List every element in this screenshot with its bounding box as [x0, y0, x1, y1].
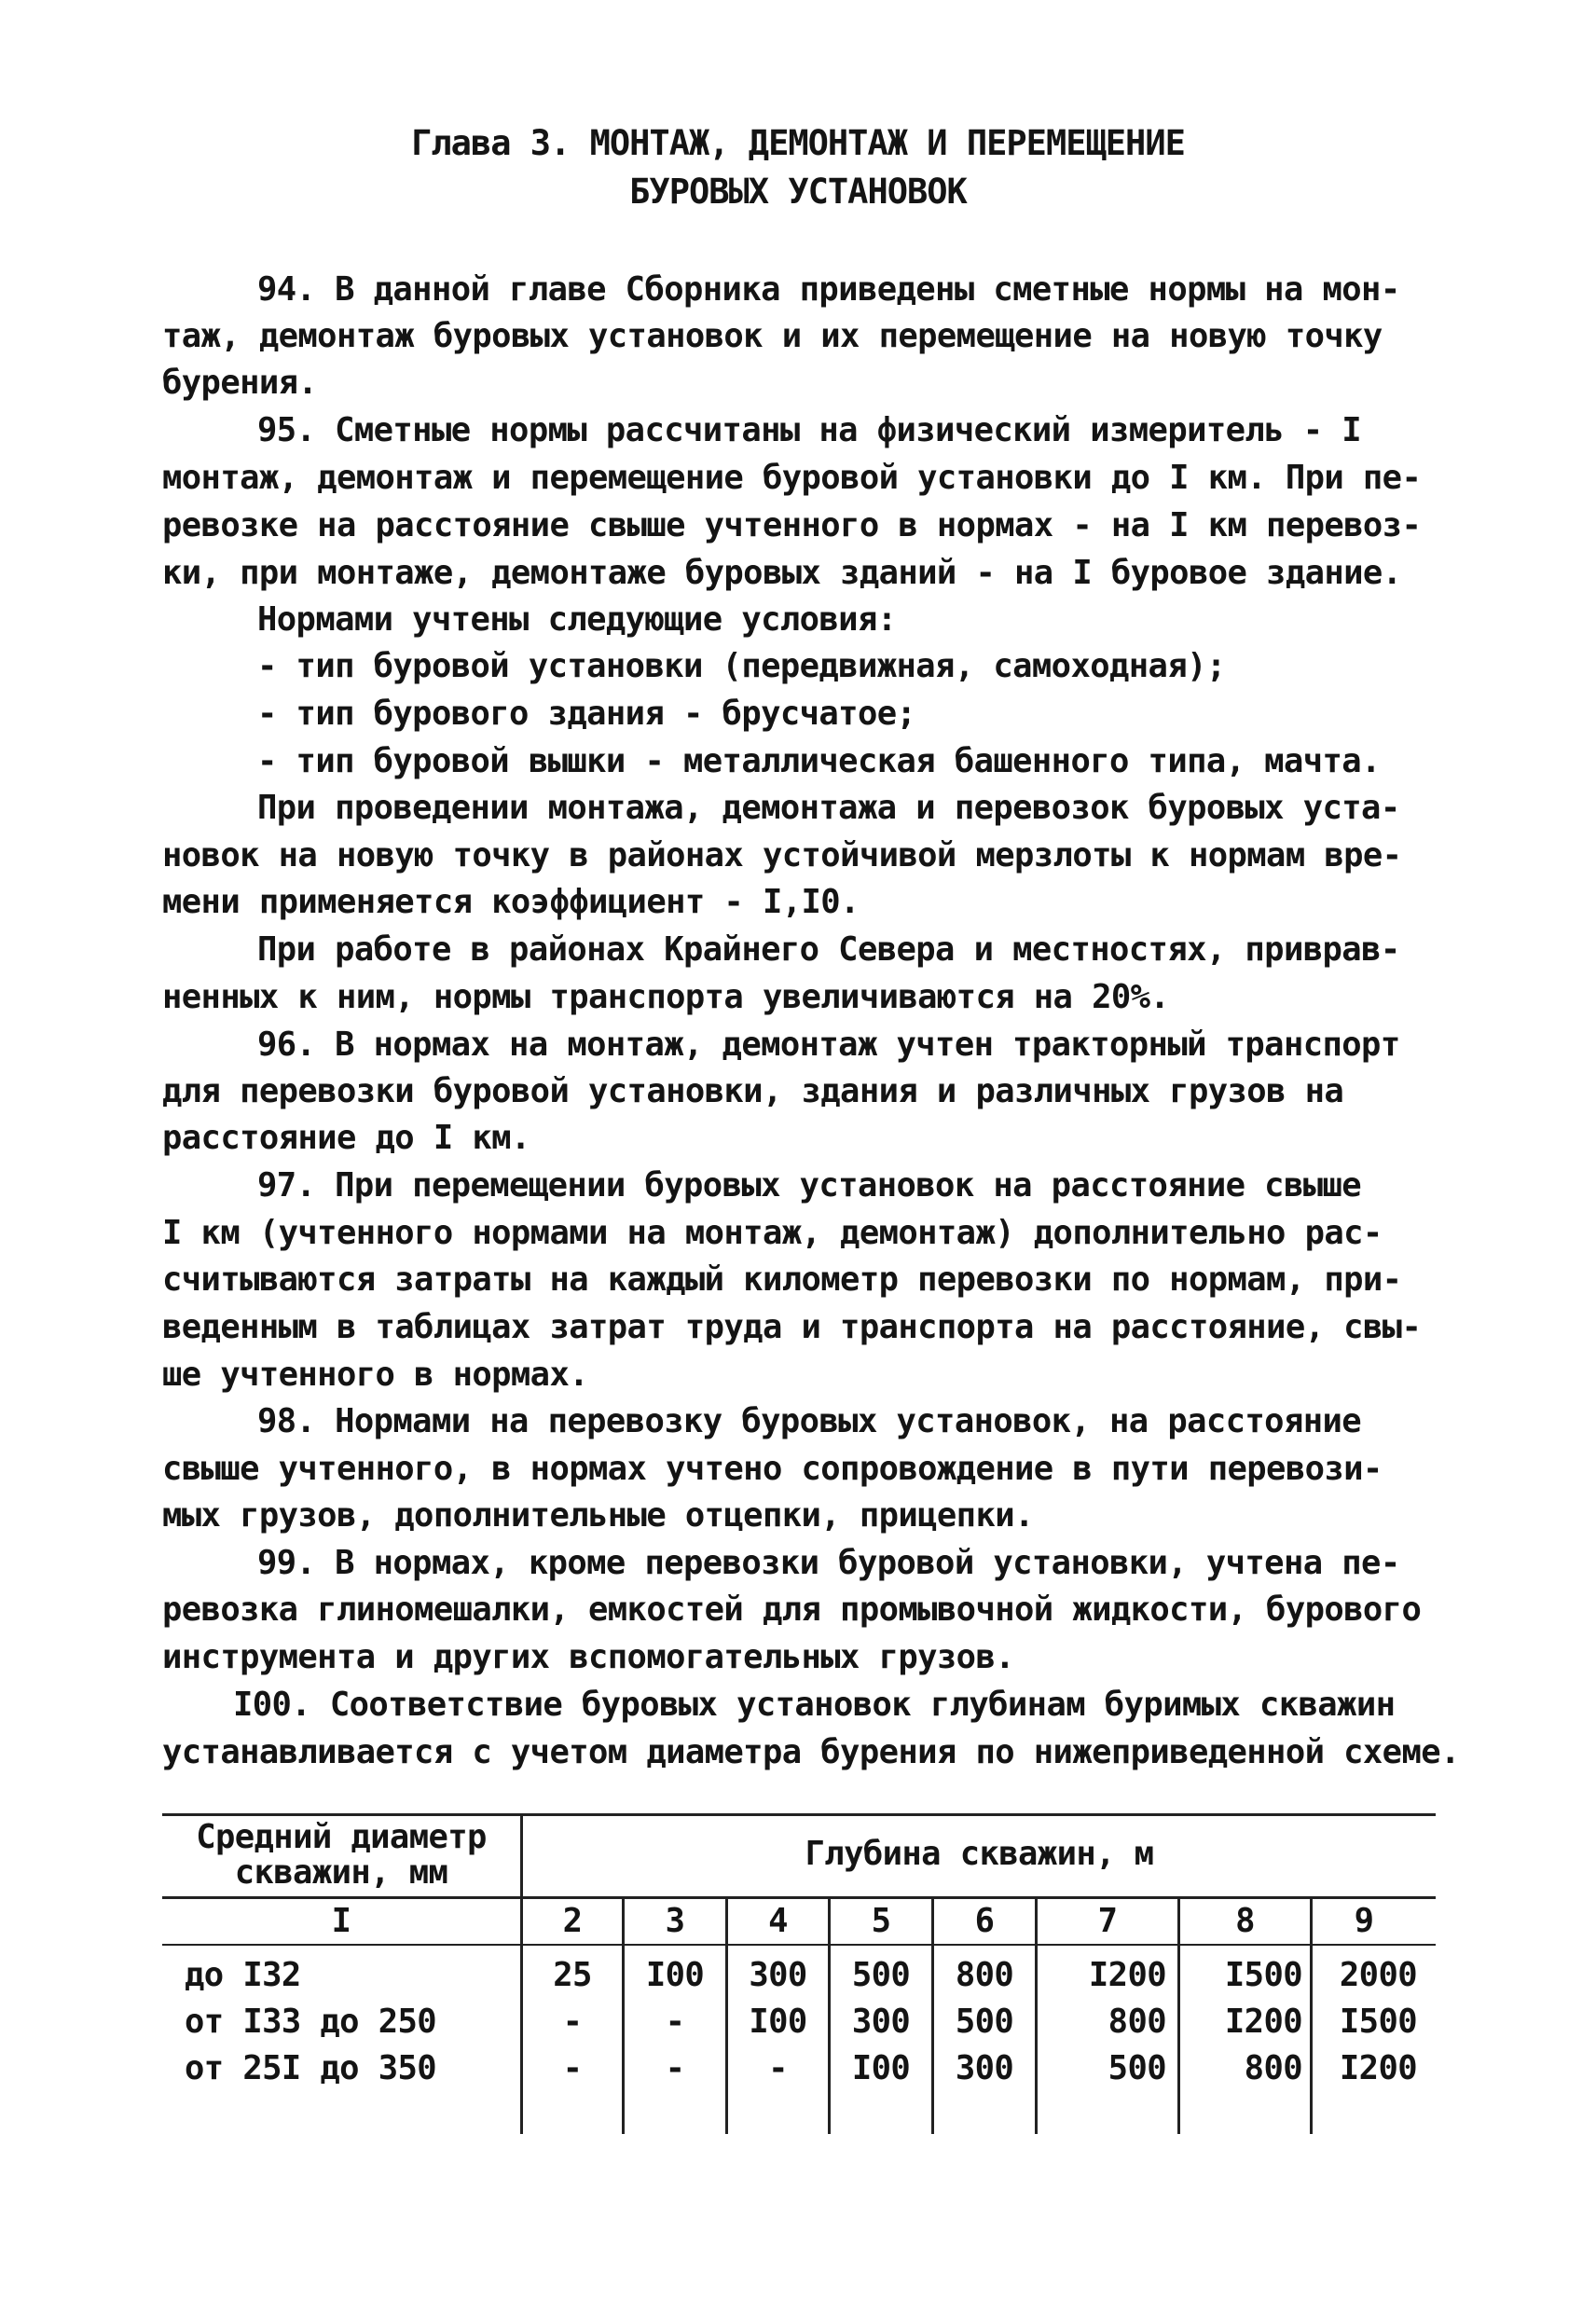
table-cell: -: [665, 2003, 685, 2041]
table-cell: -: [665, 2049, 685, 2087]
column-number: 8: [1235, 1902, 1255, 1940]
table-cell: I500: [1339, 2003, 1417, 2041]
row-label: до I32: [185, 1956, 301, 1994]
table-top-rule: [162, 1813, 1436, 1816]
table-cell: 300: [851, 2003, 911, 2041]
table-cell: I500: [1224, 1956, 1302, 1994]
table-cell: -: [562, 2049, 583, 2087]
paragraph-line: для перевозки буровой установки, здания и различных грузов на: [162, 1072, 1344, 1110]
paragraph-line: 97. При перемещении буровых установок на расстояние свыше: [257, 1166, 1362, 1205]
paragraph-line: ревозке на расстояние свыше учтенного в нормах - на I км перевоз-: [162, 506, 1422, 544]
table-numbers-rule: [162, 1944, 1436, 1946]
paragraph-line: веденным в таблицах затрат труда и транспорта на расстояние, свы-: [162, 1308, 1422, 1346]
paragraph-line: расстояние до I км.: [162, 1119, 530, 1157]
chapter-title-line-1: Глава 3. МОНТАЖ, ДЕМОНТАЖ И ПЕРЕМЕЩЕНИЕ: [411, 123, 1185, 163]
column-number: 7: [1097, 1902, 1118, 1940]
list-item: - тип буровой установки (передвижная, самоходная);: [257, 647, 1226, 685]
column-number: 2: [562, 1902, 583, 1940]
table-cell: 300: [955, 2049, 1014, 2087]
row-label: от I33 до 250: [185, 2003, 437, 2041]
paragraph-line: При работе в районах Крайнего Севера и местностях, приврав-: [257, 930, 1400, 969]
paragraph-line: ненных к ним, нормы транспорта увеличиваются на 20%.: [162, 978, 1170, 1016]
table-cell: 800: [1108, 2003, 1166, 2041]
table-cell: 500: [955, 2003, 1014, 2041]
paragraph-line: свыше учтенного, в нормах учтено сопровождение в пути перевози-: [162, 1450, 1383, 1488]
table-cell: 500: [1108, 2049, 1166, 2087]
column-number: 3: [665, 1902, 685, 1940]
paragraph-line: новок на новую точку в районах устойчивой мерзлоты к нормам вре-: [162, 836, 1402, 874]
column-number: 5: [871, 1902, 891, 1940]
paragraph-line: устанавливается с учетом диаметра бурения по нижеприведенной схеме.: [162, 1733, 1460, 1771]
table-cell: 800: [1244, 2049, 1302, 2087]
table-header-left: Средний диаметр: [196, 1818, 487, 1856]
paragraph-line: I00. Соответствие буровых установок глубинам буримых скважин: [233, 1686, 1396, 1724]
table-cell: 300: [749, 1956, 807, 1994]
table-cell: I00: [851, 2049, 911, 2087]
column-number: 6: [974, 1902, 995, 1940]
column-number: 9: [1354, 1902, 1374, 1940]
paragraph-line: Нормами учтены следующие условия:: [257, 600, 897, 639]
table-cell: -: [768, 2049, 788, 2087]
table-cell: 25: [553, 1956, 592, 1994]
column-number: I: [331, 1902, 351, 1940]
paragraph-line: 99. В нормах, кроме перевозки буровой установки, учтена пе-: [257, 1544, 1400, 1582]
paragraph-line: монтаж, демонтаж и перемещение буровой установки до I км. При пе-: [162, 459, 1422, 497]
list-item: - тип буровой вышки - металлическая башенного типа, мачта.: [257, 742, 1381, 780]
table-header-right: Глубина скважин, м: [805, 1835, 1154, 1873]
paragraph-line: При проведении монтажа, демонтажа и перевозок буровых уста-: [257, 789, 1400, 827]
table-cell: 500: [851, 1956, 911, 1994]
column-number: 4: [768, 1902, 788, 1940]
paragraph-line: 98. Нормами на перевозку буровых установок, на расстояние: [257, 1402, 1362, 1440]
list-item: - тип бурового здания - брусчатое;: [257, 695, 916, 733]
paragraph-line: считываются затраты на каждый километр перевозки по нормам, при-: [162, 1260, 1402, 1299]
table-cell: I200: [1224, 2003, 1302, 2041]
paragraph-line: ки, при монтаже, демонтаже буровых зданий - на I буровое здание.: [162, 554, 1402, 592]
paragraph-line: I км (учтенного нормами на монтаж, демонтаж) дополнительно рас-: [162, 1214, 1383, 1252]
table-header-left: скважин, мм: [234, 1853, 448, 1892]
table-cell: I200: [1088, 1956, 1166, 1994]
chapter-title-line-2: БУРОВЫХ УСТАНОВОК: [629, 172, 967, 212]
paragraph-line: мени применяется коэффициент - I,I0.: [162, 883, 860, 921]
paragraph-line: ревозка глиномешалки, емкостей для промывочной жидкости, бурового: [162, 1590, 1422, 1629]
table-cell: I200: [1339, 2049, 1417, 2087]
table-cell: 800: [955, 1956, 1014, 1994]
paragraph-line: инструмента и других вспомогательных грузов.: [162, 1638, 1015, 1676]
table-cell: I00: [645, 1956, 705, 1994]
paragraph-line: таж, демонтаж буровых установок и их перемещение на новую точку: [162, 317, 1383, 355]
paragraph-line: 95. Сметные нормы рассчитаны на физический измеритель - I: [257, 411, 1362, 449]
paragraph-line: мых грузов, дополнительные отцепки, прицепки.: [162, 1496, 1034, 1535]
table-cell: 2000: [1339, 1956, 1417, 1994]
paragraph-line: ше учтенного в нормах.: [162, 1356, 589, 1394]
table-cell: I00: [749, 2003, 807, 2041]
paragraph-line: бурения.: [162, 364, 318, 402]
table-header-rule: [162, 1896, 1436, 1899]
table-cell: -: [562, 2003, 583, 2041]
row-label: от 25I до 350: [185, 2049, 437, 2087]
paragraph-line: 96. В нормах на монтаж, демонтаж учтен тракторный транспорт: [257, 1026, 1400, 1064]
paragraph-line: 94. В данной главе Сборника приведены сметные нормы на мон-: [257, 270, 1400, 309]
